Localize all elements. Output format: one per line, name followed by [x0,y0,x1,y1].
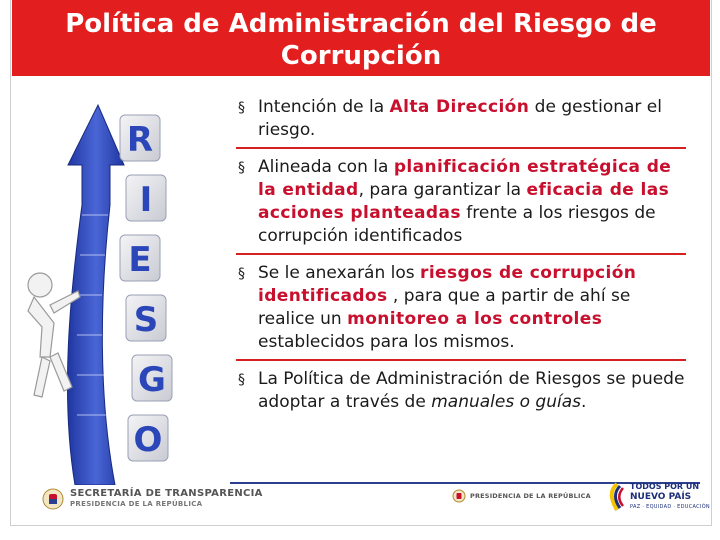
bullet-item [236,156,686,255]
bullet-highlight: riesgos de corrupción identificados [258,263,637,306]
bullet-item [236,96,686,149]
bullet-square-icon: § [238,372,245,388]
footer-secretaria-logo [42,486,263,512]
footer-nuevo-pais-logo [608,482,710,512]
bullet-square-icon: § [238,266,245,282]
bullet-text: frente a los riesgos de corrupción identificados [258,203,656,246]
bullet-square-icon: § [238,100,245,116]
footer-right-line2: NUEVO PAÍS [630,492,692,502]
bullet-text: Se le anexarán los [258,263,421,283]
bullet-item [236,262,686,361]
bullet-list [236,96,686,426]
bullet-text: , para garantizar la [358,180,527,200]
bullet-text: Alineada con la [258,157,394,177]
slide-title [12,0,710,76]
bullet-highlight: eficacia de las acciones planteadas [258,180,670,223]
bullet-text: establecidos para los mismos. [258,332,515,352]
title-line-2: Corrupción [280,41,442,71]
risk-illustration [20,95,180,485]
bullet-text: Intención de la [258,97,390,117]
bullet-text: La Política de Administración de Riesgos se puede adoptar a través de [258,369,685,412]
coat-of-arms-icon [42,488,64,510]
tile-letter-e: E [128,240,152,280]
tile-letter-g: G [138,360,166,400]
bullet-highlight: planificación estratégica de la entidad [258,157,672,200]
footer-right-line3: PAZ · EQUIDAD · EDUCACIÓN [630,504,710,510]
footer-right-line1: TODOS POR UN [630,482,700,491]
footer-left-title: SECRETARÍA DE TRANSPARENCIA [70,488,263,499]
bullet-text: . [580,392,587,412]
footer-left-subtitle: PRESIDENCIA DE LA REPÚBLICA [70,500,203,508]
footer-mid-label: PRESIDENCIA DE LA REPÚBLICA [470,492,591,500]
tile-letter-r: R [126,120,154,160]
tile-letter-s: S [133,300,159,340]
bullet-text: , para que a partir de ahí se realice un [258,286,631,329]
colombia-flag-swirl-icon [608,482,626,512]
coat-of-arms-small-icon [452,489,466,503]
bullet-square-icon: § [238,160,245,176]
bullet-italic: manuales o guías [431,392,581,412]
bullet-item [236,368,686,419]
climbing-figure-arrow-icon [20,95,180,485]
title-line-1: Política de Administración del Riesgo de [65,9,657,39]
bullet-highlight: monitoreo a los controles [347,309,603,329]
tile-letter-o: O [133,420,163,460]
bullet-highlight: Alta Dirección [389,97,530,117]
footer-presidencia-logo [452,488,591,504]
tile-letter-i: I [139,180,153,220]
letter-tiles [120,115,172,461]
bullet-text: de gestionar el riesgo. [258,97,662,140]
